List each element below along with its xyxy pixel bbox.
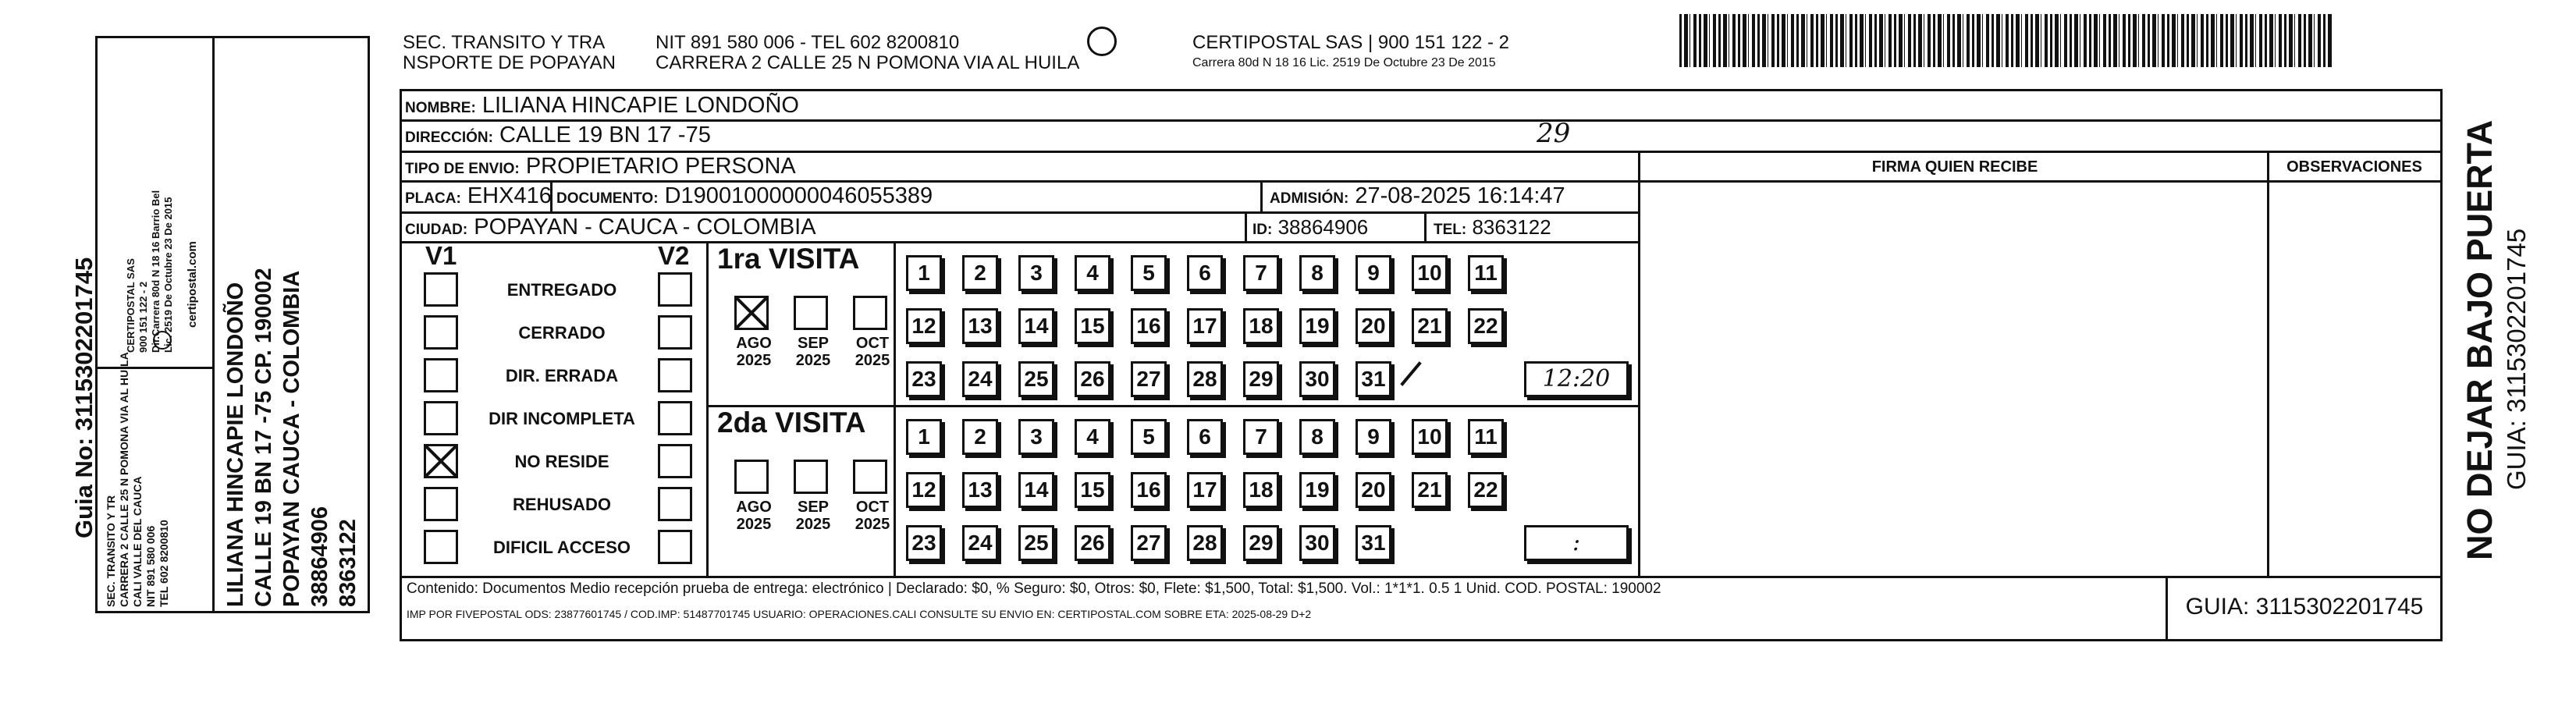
nombre-value: LILIANA HINCAPIE LONDOÑO (481, 93, 799, 118)
visit-time-box[interactable]: : (1524, 525, 1629, 561)
sender-name-line: NSPORTE DE POPAYAN (403, 52, 616, 73)
stub-sender-line: CALI VALLE DEL CAUCA (131, 476, 144, 607)
day-box[interactable]: 3 (1018, 419, 1054, 455)
month-year: 2025 (795, 352, 831, 369)
day-box[interactable]: 1 (906, 255, 942, 291)
stub-carrier-line: Lic. 2519 De Octubre 23 De 2015 (162, 197, 174, 353)
id-value: 38864906 (1277, 215, 1369, 239)
status-v1-checkbox[interactable] (424, 272, 458, 307)
barcode (1679, 14, 2333, 67)
day-box[interactable]: 22 (1468, 308, 1504, 344)
status-v1-checkbox[interactable] (424, 487, 458, 521)
firma-header: FIRMA QUIEN RECIBE (1871, 158, 2038, 176)
ciudad-value: POPAYAN - CAUCA - COLOMBIA (474, 215, 816, 240)
day-box[interactable]: 14 (1018, 472, 1054, 508)
day-box[interactable]: 29 (1243, 361, 1279, 397)
day-box[interactable]: 28 (1187, 361, 1223, 397)
day-box[interactable]: 29 (1243, 525, 1279, 561)
month-name: OCT (855, 335, 890, 352)
stub-sender-line: TEL 602 8200810 (158, 520, 170, 607)
stub-sender-line: SEC. TRANSITO Y TR (105, 495, 117, 607)
sender-name (403, 33, 616, 73)
footer-guia: GUIA: 3115302201745 (2185, 594, 2424, 620)
stub-website: certipostal.com (186, 241, 199, 328)
divider (1260, 180, 1263, 211)
month-checkbox[interactable] (853, 296, 887, 330)
day-box[interactable]: 10 (1412, 419, 1448, 455)
month-label (786, 499, 840, 533)
day-box[interactable]: 20 (1356, 472, 1391, 508)
observaciones-column-border (2267, 151, 2269, 576)
visit-time-box[interactable]: 12:20 (1524, 361, 1629, 397)
placa-value: EHX416 (467, 183, 552, 208)
day-box[interactable]: 8 (1299, 419, 1335, 455)
day-box[interactable]: 21 (1412, 472, 1448, 508)
stub-recipient-line: 38864906 (307, 506, 332, 607)
day-box[interactable]: 23 (906, 361, 942, 397)
no-dejar-bajo-puerta: NO DEJAR BAJO PUERTA (2460, 119, 2500, 560)
day-box[interactable]: 4 (1075, 419, 1110, 455)
divider (550, 180, 553, 211)
day-box[interactable]: 6 (1187, 255, 1223, 291)
day-box[interactable]: 7 (1243, 419, 1279, 455)
day-box[interactable]: 25 (1018, 525, 1054, 561)
direccion-label: DIRECCIÓN: (405, 130, 493, 146)
day-box[interactable]: 18 (1243, 308, 1279, 344)
row-direccion (402, 121, 2440, 152)
day-box[interactable]: 26 (1075, 525, 1110, 561)
day-box[interactable]: 23 (906, 525, 942, 561)
day-box[interactable]: 21 (1412, 308, 1448, 344)
sender-name-line: SEC. TRANSITO Y TRA (403, 32, 606, 53)
tipo-value: PROPIETARIO PERSONA (525, 154, 796, 179)
stub-carrier-line: CERTIPOSTAL SAS (125, 258, 137, 353)
divider (706, 241, 709, 576)
stub-carrier-line: 900 151 122 - 2 (137, 281, 149, 353)
ciudad-label: CIUDAD: (405, 222, 468, 238)
month-year: 2025 (855, 516, 890, 533)
month-checkbox[interactable] (853, 460, 887, 494)
carrier-info (1192, 33, 1509, 73)
footer-contents: Contenido: Documentos Medio recepción prueba de entrega: electrónico | Declarado: $0, % Seguro: $0, Otros: $0, Flete: $1,500, Total: $1,500. Vol.: 1*1*1. 0.5 1 Unid. COD. POSTAL: 190002 (407, 581, 1661, 597)
day-box[interactable]: 31 (1356, 525, 1391, 561)
day-box[interactable]: 8 (1299, 255, 1335, 291)
status-v2-checkbox[interactable] (658, 401, 692, 435)
carrier-logo-icon (1087, 27, 1117, 56)
month-label (786, 335, 840, 369)
day-box[interactable]: 9 (1356, 419, 1391, 455)
tel-label: TEL: (1434, 222, 1467, 238)
status-v2-checkbox[interactable] (658, 530, 692, 564)
status-v1-checkbox[interactable] (424, 401, 458, 435)
status-reason-label: REHUSADO (513, 495, 611, 514)
day-box[interactable]: 31 (1356, 361, 1391, 397)
status-reason-label: DIFICIL ACCESO (492, 538, 631, 557)
row-nombre (402, 91, 2440, 122)
divider (2166, 576, 2168, 639)
day-box[interactable]: 5 (1131, 419, 1167, 455)
v1-label: V1 (425, 241, 457, 270)
stub-carrier (125, 190, 175, 353)
stub-carrier-logo-icon (153, 331, 172, 350)
row-ciudad (402, 213, 2440, 244)
month-year: 2025 (795, 516, 831, 533)
day-box[interactable]: 7 (1243, 255, 1279, 291)
day-box[interactable]: 9 (1356, 255, 1391, 291)
firma-column-border (1638, 151, 1640, 576)
tel-field (1434, 213, 1551, 244)
day-box[interactable]: 24 (962, 361, 998, 397)
divider (1424, 211, 1427, 241)
month-name: AGO (736, 499, 772, 516)
status-v2-checkbox[interactable] (658, 444, 692, 478)
stub-recipient-line: CALLE 19 BN 17 -75 CP. 190002 (251, 268, 276, 607)
status-v1-checkbox[interactable] (424, 444, 458, 478)
day-box[interactable]: 20 (1356, 308, 1391, 344)
status-v1-checkbox[interactable] (424, 315, 458, 350)
direccion-value: CALLE 19 BN 17 -75 (499, 122, 711, 147)
stub-recipient-line: POPAYAN CAUCA - COLOMBIA (279, 270, 304, 607)
stub-recipient-line: 8363122 (336, 519, 361, 607)
divider (402, 576, 2440, 578)
day-box[interactable]: 17 (1187, 308, 1223, 344)
month-year: 2025 (736, 352, 772, 369)
day-box[interactable]: 19 (1299, 472, 1335, 508)
tipo-label: TIPO DE ENVIO: (405, 161, 520, 177)
day-box[interactable]: 16 (1131, 308, 1167, 344)
documento-label: DOCUMENTO: (556, 190, 659, 207)
day-box[interactable]: 30 (1299, 525, 1335, 561)
status-v2-checkbox[interactable] (658, 487, 692, 521)
status-reason-label: DIR INCOMPLETA (489, 409, 635, 428)
documento-value: D19001000000046055389 (664, 183, 933, 208)
status-v2-checkbox[interactable] (658, 315, 692, 350)
nit-line: NIT 891 580 006 - TEL 602 8200810 (656, 32, 960, 53)
day-box[interactable]: 1 (906, 419, 942, 455)
handwritten-number: 29 (1537, 118, 1571, 149)
marked-day-stroke (1400, 361, 1421, 386)
day-box[interactable]: 5 (1131, 255, 1167, 291)
tel-value: 8363122 (1472, 215, 1551, 239)
day-box[interactable]: 11 (1468, 419, 1504, 455)
day-box[interactable]: 3 (1018, 255, 1054, 291)
day-box[interactable]: 30 (1299, 361, 1335, 397)
stub-recipient (222, 268, 362, 607)
month-checkbox[interactable] (734, 460, 769, 494)
status-v1-checkbox[interactable] (424, 358, 458, 392)
first-visit-title: 1ra VISITA (717, 243, 860, 275)
month-label (727, 335, 781, 369)
day-box[interactable]: 2 (962, 255, 998, 291)
month-checkbox[interactable] (794, 460, 828, 494)
month-name: OCT (855, 499, 890, 516)
stub-divider (212, 36, 215, 613)
day-box[interactable]: 11 (1468, 255, 1504, 291)
status-reason-label: ENTREGADO (506, 280, 617, 300)
day-box[interactable]: 4 (1075, 255, 1110, 291)
stub-sender-line: CARRERA 2 CALLE 25 N POMONA VIA AL HUILA (118, 352, 130, 607)
documento-field (556, 182, 933, 213)
month-label (845, 499, 900, 533)
day-box[interactable]: 19 (1299, 308, 1335, 344)
stub-sender (105, 352, 171, 607)
month-year: 2025 (736, 516, 772, 533)
day-box[interactable]: 15 (1075, 472, 1110, 508)
day-box[interactable]: 16 (1131, 472, 1167, 508)
divider (402, 241, 1638, 243)
stub-recipient-line: LILIANA HINCAPIE LONDOÑO (223, 282, 248, 607)
status-reason-label: NO RESIDE (514, 452, 609, 471)
admision-label: ADMISIÓN: (1270, 190, 1349, 207)
day-box[interactable]: 25 (1018, 361, 1054, 397)
footer-imp: IMP POR FIVEPOSTAL ODS: 23877601745 / COD.IMP: 51487701745 USUARIO: OPERACIONES.CALI CONSULTE SU ENVIO EN: CERTIPOSTAL.COM SOBRE ETA: 2025-08-29 D+2 (407, 608, 1312, 620)
address-line: CARRERA 2 CALLE 25 N POMONA VIA AL HUILA (656, 52, 1080, 73)
main-form (400, 89, 2443, 641)
right-guia-number: GUIA: 3115302201745 (2502, 228, 2531, 490)
day-box[interactable]: 14 (1018, 308, 1054, 344)
v2-label: V2 (658, 241, 690, 270)
carrier-line: Carrera 80d N 18 16 Lic. 2519 De Octubre 23 De 2015 (1192, 56, 1496, 69)
status-v2-checkbox[interactable] (658, 358, 692, 392)
day-box[interactable]: 26 (1075, 361, 1110, 397)
divider (1245, 211, 1247, 241)
month-label (845, 335, 900, 369)
day-box[interactable]: 27 (1131, 525, 1167, 561)
day-box[interactable]: 18 (1243, 472, 1279, 508)
observaciones-header: OBSERVACIONES (2286, 158, 2422, 176)
id-label: ID: (1252, 222, 1273, 238)
second-visit-title: 2da VISITA (717, 407, 866, 438)
sender-contact (656, 33, 1079, 73)
day-box[interactable]: 27 (1131, 361, 1167, 397)
id-field (1252, 213, 1368, 244)
stub-sender-line: NIT 891 580 006 (144, 525, 157, 607)
day-box[interactable]: 10 (1412, 255, 1448, 291)
status-reason-label: CERRADO (518, 323, 606, 343)
day-box[interactable]: 15 (1075, 308, 1110, 344)
status-reason-label: DIR. ERRADA (505, 366, 619, 385)
admision-field (1270, 182, 1565, 213)
admision-value: 27-08-2025 16:14:47 (1355, 183, 1565, 208)
status-v1-checkbox[interactable] (424, 530, 458, 564)
month-name: AGO (736, 335, 772, 352)
day-box[interactable]: 12 (906, 308, 942, 344)
nombre-label: NOMBRE: (405, 100, 476, 116)
stub-carrier-line: Dir.Carrera 80d N 18 16 Barrio Bel (150, 190, 162, 353)
month-year: 2025 (855, 352, 890, 369)
day-box[interactable]: 24 (962, 525, 998, 561)
day-box[interactable]: 6 (1187, 419, 1223, 455)
month-label (727, 499, 781, 533)
day-box[interactable]: 13 (962, 472, 998, 508)
month-checkbox[interactable] (794, 296, 828, 330)
stub-guia-number: Guia No: 3115302201745 (70, 257, 98, 538)
day-box[interactable]: 17 (1187, 472, 1223, 508)
status-v2-checkbox[interactable] (658, 272, 692, 307)
day-box[interactable]: 22 (1468, 472, 1504, 508)
month-name: SEP (797, 335, 830, 352)
day-box[interactable]: 2 (962, 419, 998, 455)
month-checkbox[interactable] (734, 296, 769, 330)
placa-label: PLACA: (405, 190, 461, 207)
month-name: SEP (797, 499, 830, 516)
carrier-line: CERTIPOSTAL SAS | 900 151 122 - 2 (1192, 32, 1509, 53)
day-box[interactable]: 12 (906, 472, 942, 508)
day-box[interactable]: 13 (962, 308, 998, 344)
day-box[interactable]: 28 (1187, 525, 1223, 561)
